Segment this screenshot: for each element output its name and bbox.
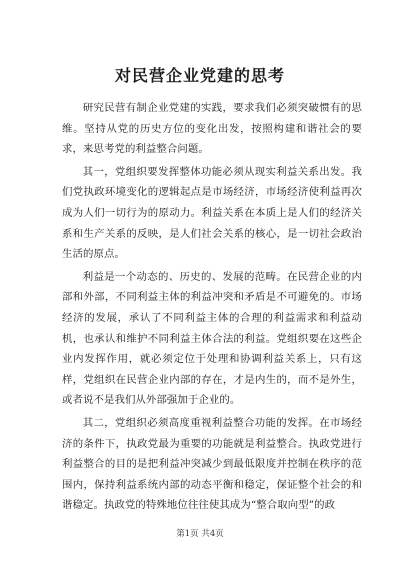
- document-body: [62, 98, 362, 518]
- paragraph-4: 其二，党组织必须高度重视利益整合功能的发挥。在市场经济的条件下，执政党最为重要的功能就是利益整合。执政党进行利益整合的目的是把利益冲突减少到最低限度并控制在秩序的范围内，保持利益系统内部的动态平衡和稳定，保证整个社会的和谐稳定。执政党的特殊地位往往使其成为“整合取向型”的政: [62, 416, 362, 512]
- document-title: 对民营企业党建的思考: [114, 66, 285, 85]
- paragraph-2: 其一，党组织要发挥整体功能必须从现实利益关系出发。我们党执政环境变化的逻辑起点是市场经济，市场经济使利益再次成为人们一切行为的原动力。利益关系在本质上是人们的经济关系和生产关系的反映，是人们社会关系的核心，是一切社会政治生活的原点。: [62, 165, 362, 261]
- paragraph-3: 利益是一个动态的、历史的、发展的范畴。在民营企业的内部和外部，不同利益主体的利益冲突和矛盾是不可避免的。市场经济的发展，承认了不同利益主体的合理的利益需求和利益动机，也承认和维护不同利益主体合法的利益。党组织要在这些企业内发挥作用，就必须定位于处理和协调利益关系上，只有这样，党组织在民营企业内部的存在，才是内生的，而不是外生，或者说不是我们从外部强加于企业的。: [62, 270, 362, 407]
- paragraph-1: 研究民营有制企业党建的实践，要求我们必须突破惯有的思维。坚持从党的历史方位的变化出发，按照构建和谐社会的要求，来思考党的利益整合问题。: [62, 102, 362, 156]
- page-number-footer: 第1页 共4页: [176, 529, 224, 539]
